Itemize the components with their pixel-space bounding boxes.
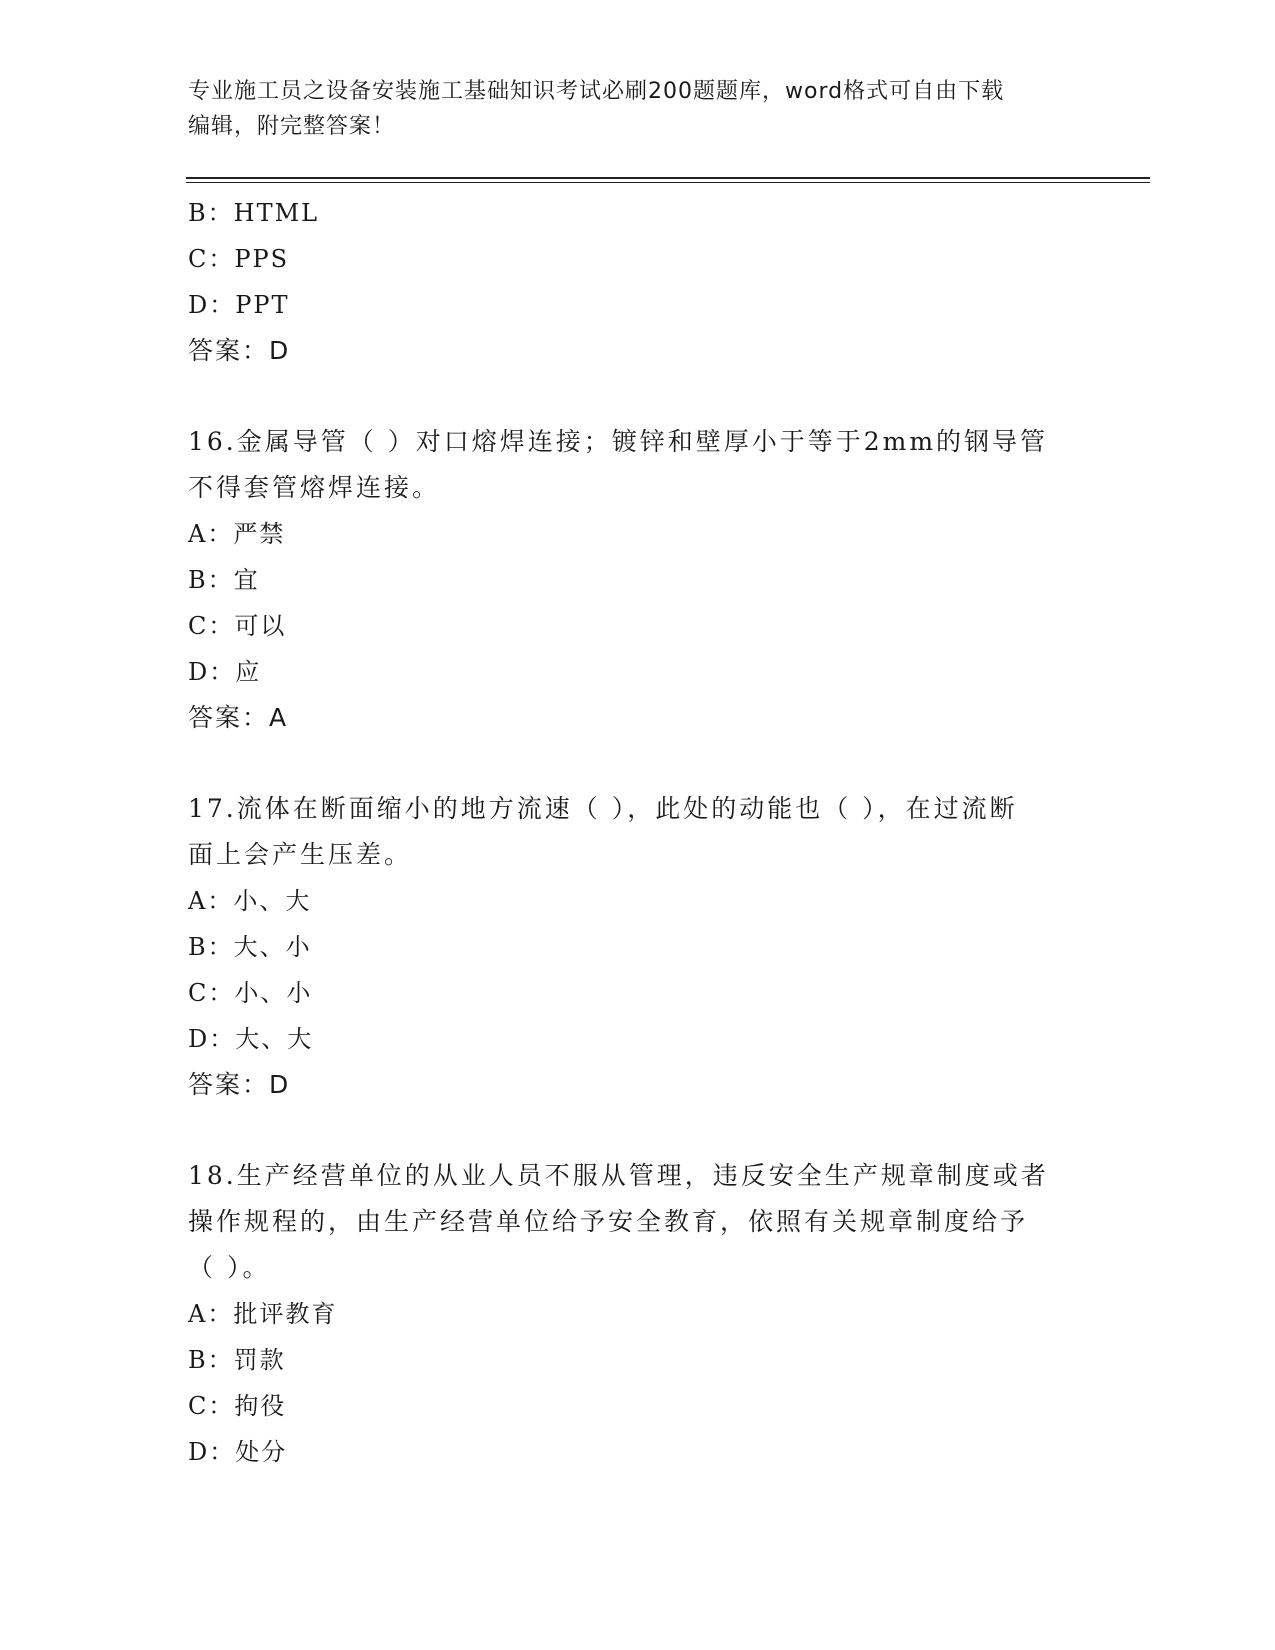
question-text-line: 操作规程的，由生产经营单位给予安全教育，依照有关规章制度给予 <box>188 1207 1029 1236</box>
option-a: A：严禁 <box>188 520 286 548</box>
option-c: C：PPS <box>188 245 290 273</box>
header-divider-thick <box>186 177 1150 179</box>
option-c: C：拘役 <box>188 1392 287 1420</box>
option-b: B：大、小 <box>188 933 312 961</box>
question-text-line: 16.金属导管（ ）对口熔焊连接；镀锌和壁厚小于等于2mm的钢导管 <box>188 427 1049 456</box>
option-b: B：宜 <box>188 566 260 594</box>
option-c: C：可以 <box>188 612 287 640</box>
option-d: D：PPT <box>188 291 290 319</box>
question-text-line: 面上会产生压差。 <box>188 840 413 869</box>
question-text-line: 17.流体在断面缩小的地方流速（ ），此处的动能也（ ），在过流断 <box>188 794 1018 823</box>
header-title-line-1: 专业施工员之设备安装施工基础知识考试必刷200题题库，word格式可自由下载 <box>188 79 1005 104</box>
header-divider-thin <box>186 182 1150 183</box>
option-c: C：小、小 <box>188 979 313 1007</box>
question-text-line: 18.生产经营单位的从业人员不服从管理，违反安全生产规章制度或者 <box>188 1161 1049 1190</box>
question-17 <box>188 786 1078 1108</box>
answer-line: 答案：A <box>188 703 289 732</box>
answer-line: 答案：D <box>188 336 291 365</box>
document-header <box>188 74 1068 144</box>
option-a: A：批评教育 <box>188 1300 338 1328</box>
previous-question-options <box>188 190 1078 374</box>
option-d: D：应 <box>188 658 262 686</box>
option-d: D：处分 <box>188 1438 288 1466</box>
answer-line: 答案：D <box>188 1070 291 1099</box>
option-b: B：HTML <box>188 199 320 227</box>
question-16 <box>188 419 1078 741</box>
header-title-line-2: 编辑，附完整答案！ <box>188 114 396 139</box>
question-text-line: （ ）。 <box>188 1253 271 1282</box>
question-text-line: 不得套管熔焊连接。 <box>188 473 441 502</box>
question-content <box>188 190 1078 1475</box>
option-b: B：罚款 <box>188 1346 286 1374</box>
question-18 <box>188 1153 1078 1475</box>
option-a: A：小、大 <box>188 887 312 915</box>
option-d: D：大、大 <box>188 1025 314 1053</box>
